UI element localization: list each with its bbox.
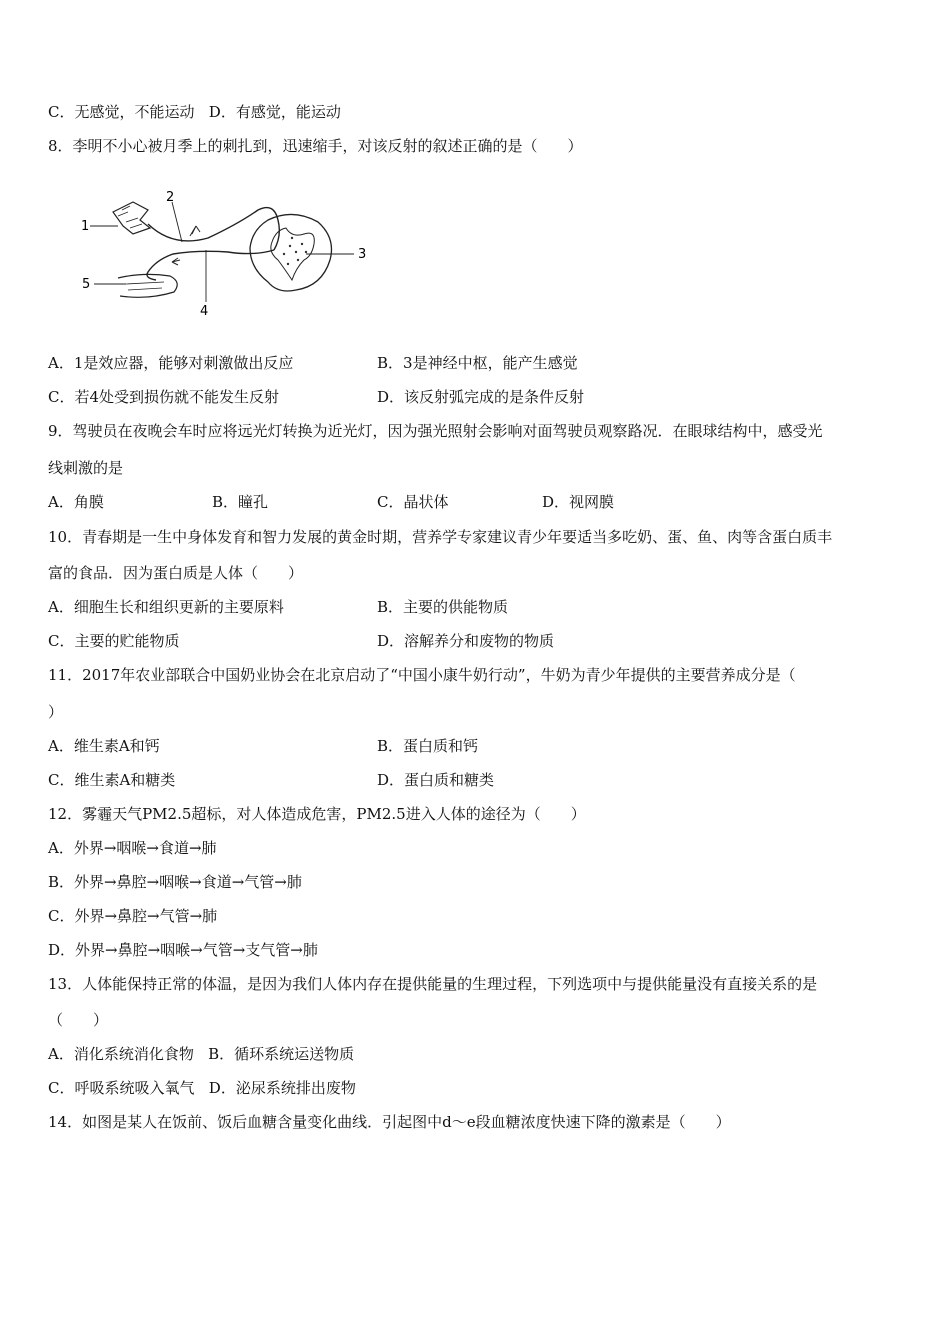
q12-option-d: D．外界→鼻腔→咽喉→气管→支气管→肺 — [48, 941, 318, 959]
label-1: 1 — [81, 219, 90, 234]
q9-option-c: C．晶状体 — [377, 493, 449, 511]
label-4: 4 — [200, 304, 209, 319]
q9-option-b: B．瞳孔 — [212, 493, 269, 511]
q13-option-d: D．泌尿系统排出废物 — [208, 1079, 356, 1097]
q13-option-c: C．呼吸系统吸入氧气 — [48, 1079, 195, 1097]
q12-option-c: C．外界→鼻腔→气管→肺 — [48, 907, 218, 925]
label-5: 5 — [82, 277, 91, 292]
effector-hand — [118, 274, 177, 297]
q9-option-d: D．视网膜 — [542, 493, 615, 511]
q9-stem-line2: 线刺激的是 — [48, 459, 124, 477]
q8-option-a: A．1是效应器，能够对刺激做出反应 — [48, 354, 294, 372]
q10-option-b: B．主要的供能物质 — [377, 598, 509, 616]
q13-option-b: B．循环系统运送物质 — [208, 1045, 355, 1063]
q9-stem-line1: 9．驾驶员在夜晚会车时应将远光灯转换为近光灯，因为强光照射会影响对面驾驶员观察路况．在眼球结构中，感受光 — [48, 422, 823, 440]
q14-stem: 14．如图是某人在饭前、饭后血糖含量变化曲线．引起图中d～e段血糖浓度快速下降的激素是（ ） — [48, 1113, 731, 1131]
q11-option-a: A．维生素A和钙 — [48, 737, 160, 755]
q7-option-d: D．有感觉，能运动 — [208, 103, 341, 121]
q8-option-b: B．3是神经中枢，能产生感觉 — [377, 354, 578, 372]
q12-option-b: B．外界→鼻腔→咽喉→食道→气管→肺 — [48, 873, 302, 891]
q8-stem: 8．李明不小心被月季上的刺扎到，迅速缩手，对该反射的叙述正确的是（ ） — [48, 137, 583, 155]
arrow-efferent — [172, 258, 180, 265]
q11-option-b: B．蛋白质和钙 — [377, 737, 479, 755]
arrow-afferent — [190, 226, 200, 236]
q7-option-c: C．无感觉，不能运动 — [48, 103, 195, 121]
q10-option-a: A．细胞生长和组织更新的主要原料 — [48, 598, 284, 616]
q9-option-a: A．角膜 — [48, 493, 104, 511]
q10-option-c: C．主要的贮能物质 — [48, 632, 180, 650]
label-2: 2 — [166, 190, 175, 205]
q10-stem-line1: 10．青春期是一生中身体发育和智力发展的黄金时期，营养学专家建议青少年要适当多吃奶、蛋、鱼、肉等含蛋白质丰 — [48, 528, 833, 546]
q12-stem: 12．雾霾天气PM2.5超标，对人体造成危害，PM2.5进入人体的途径为（ ） — [48, 805, 586, 823]
afferent-nerve — [148, 208, 279, 250]
reflex-arc-diagram — [78, 190, 378, 320]
q10-option-d: D．溶解养分和废物的物质 — [377, 632, 555, 650]
q11-stem-line1: 11．2017年农业部联合中国奶业协会在北京启动了“中国小康牛奶行动”，牛奶为青少年提供的主要营养成分是（ — [48, 666, 796, 684]
q11-option-c: C．维生素A和糖类 — [48, 771, 176, 789]
q8-option-c: C．若4处受到损伤就不能发生反射 — [48, 388, 280, 406]
receptor-skin — [113, 202, 150, 234]
q10-stem-line2: 富的食品．因为蛋白质是人体（ ） — [48, 564, 304, 582]
q13-stem-line1: 13．人体能保持正常的体温，是因为我们人体内存在提供能量的生理过程，下列选项中与提供能量没有直接关系的是 — [48, 975, 818, 993]
q12-option-a: A．外界→咽喉→食道→肺 — [48, 839, 217, 857]
q13-option-a: A．消化系统消化食物 — [48, 1045, 194, 1063]
leader-2 — [172, 202, 182, 242]
q13-options-ab — [48, 1044, 354, 1064]
q11-stem-line2: ） — [48, 703, 64, 721]
q8-option-d: D．该反射弧完成的是条件反射 — [377, 388, 585, 406]
label-3: 3 — [358, 247, 367, 262]
q7-options-cd — [48, 102, 341, 122]
q13-options-cd — [48, 1078, 356, 1098]
q11-option-d: D．蛋白质和糖类 — [377, 771, 495, 789]
q13-stem-line2: （ ） — [48, 1011, 109, 1029]
